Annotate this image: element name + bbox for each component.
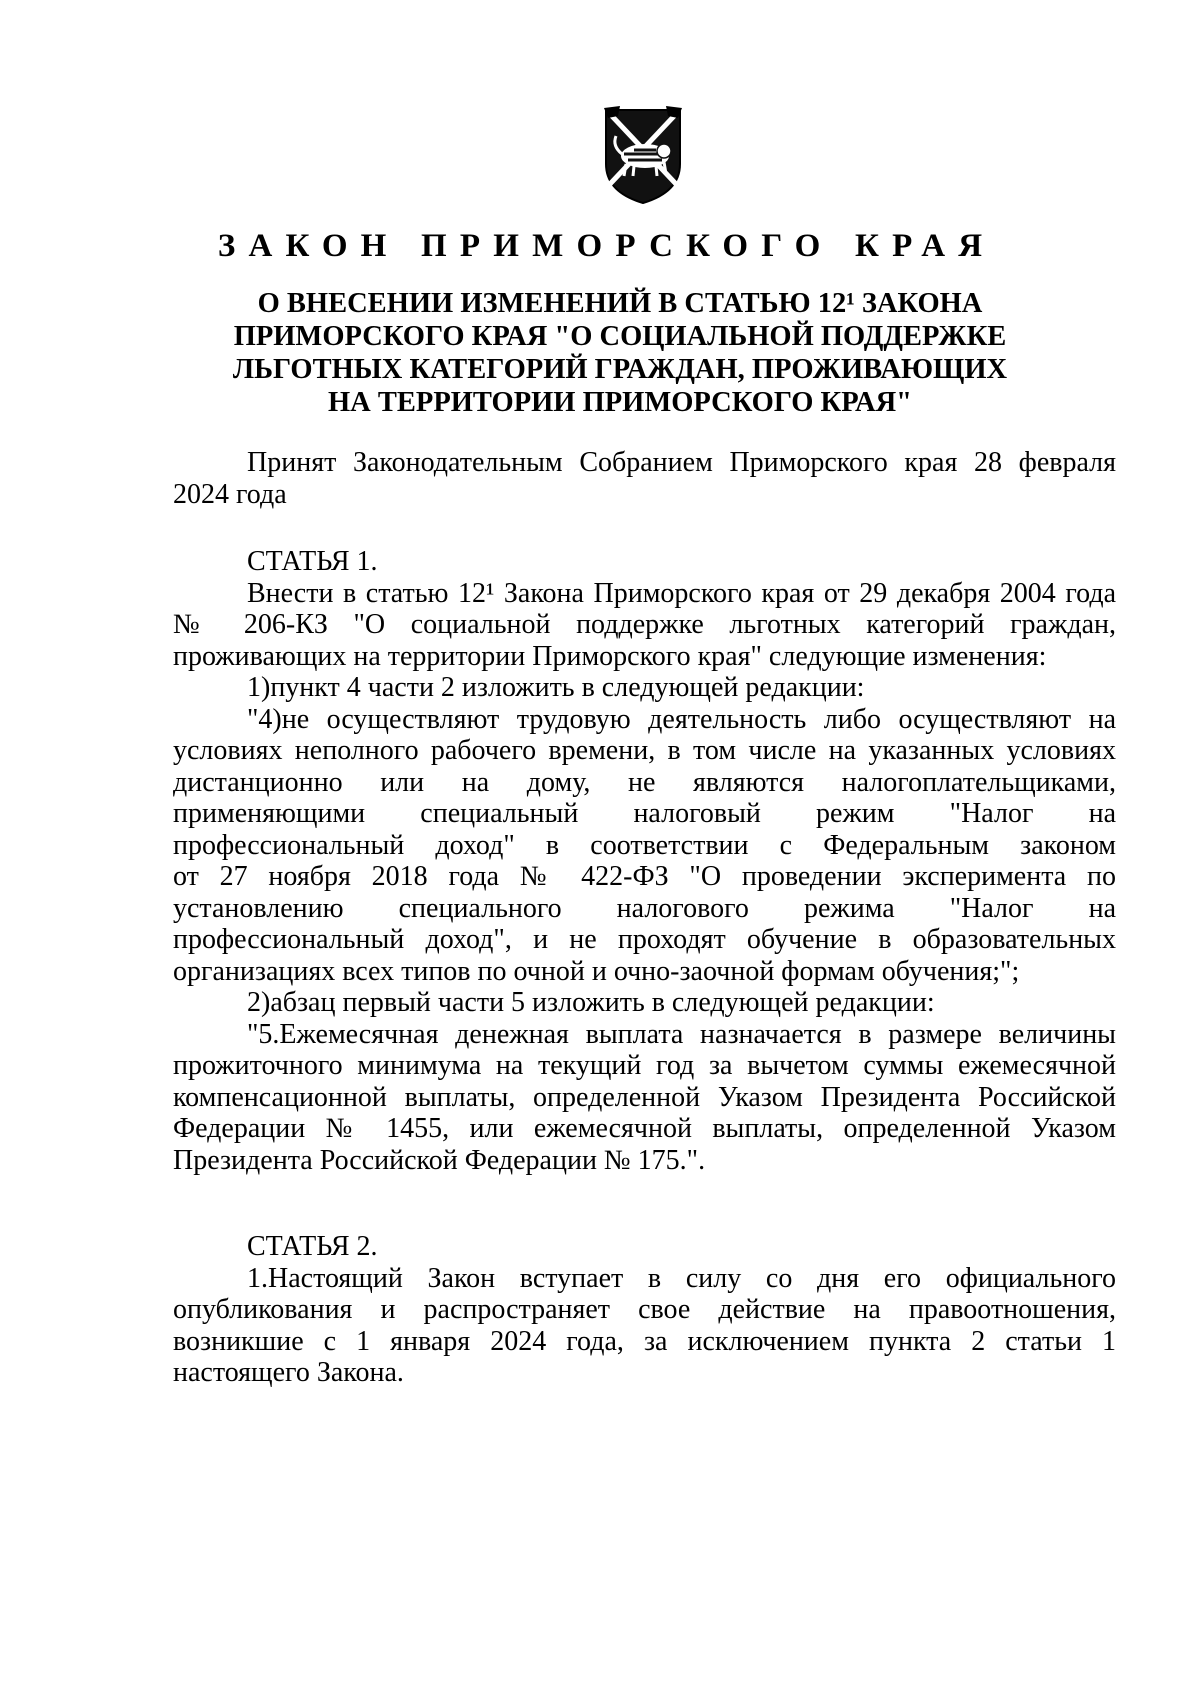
article-text-line: Федерации № 1455, или ежемесячной выплаты, определенной Указом — [173, 1113, 1116, 1144]
article-text-line: возникшие с 1 января 2024 года, за исключением пункта 2 статьи 1 — [173, 1325, 1116, 1357]
article-text-line: профессиональный доход", и не проходят обучение в образовательных — [173, 924, 1116, 955]
article-1 — [173, 546, 1116, 1176]
article-text-line: организациях всех типов по очной и очно-заочной формам обучения;"; — [173, 955, 1020, 987]
acceptance-line: 2024 года — [173, 478, 287, 510]
article-text-line: "5.Ежемесячная денежная выплата назначается в размере величины — [247, 1018, 1116, 1050]
article-text-line: № 206-КЗ "О социальной поддержке льготных категорий граждан, — [173, 609, 1116, 640]
article-text-line: дистанционно или на дому, не являются налогоплательщиками, — [173, 766, 1116, 798]
acceptance-note — [173, 447, 1116, 510]
article-heading: СТАТЬЯ 1. — [247, 546, 378, 577]
subtitle-line: НА ТЕРРИТОРИИ ПРИМОРСКОГО КРАЯ" — [328, 387, 912, 418]
article-text-line: проживающих на территории Приморского края" следующие изменения: — [173, 640, 1047, 672]
article-text-line: применяющими специальный налоговый режим "Налог на — [173, 798, 1116, 829]
article-text-line: прожиточного минимума на текущий год за вычетом суммы ежемесячной — [173, 1050, 1116, 1081]
subtitle-line: ПРИМОРСКОГО КРАЯ "О СОЦИАЛЬНОЙ ПОДДЕРЖКЕ — [233, 321, 1007, 352]
article-text-line: настоящего Закона. — [173, 1357, 404, 1388]
subtitle-line: О ВНЕСЕНИИ ИЗМЕНЕНИЙ В СТАТЬЮ 12¹ ЗАКОНА — [257, 288, 983, 319]
law-subtitle — [170, 287, 1070, 419]
article-text-line: установлению специального налогового режима "Налог на — [173, 892, 1116, 924]
article-text-line: Внести в статью 12¹ Закона Приморского края от 29 декабря 2004 года — [247, 577, 1116, 609]
law-title: ЗАКОН ПРИМОРСКОГО КРАЯ — [217, 228, 996, 264]
article-text-line: опубликования и распространяет свое действие на правоотношения, — [173, 1294, 1116, 1325]
article-text-line: компенсационной выплаты, определенной Указом Президента Российской — [173, 1081, 1116, 1113]
article-heading: СТАТЬЯ 2. — [247, 1231, 378, 1262]
subtitle-line: ЛЬГОТНЫХ КАТЕГОРИЙ ГРАЖДАН, ПРОЖИВАЮЩИХ — [232, 354, 1008, 385]
acceptance-line: Принят Законодательным Собранием Приморского края 28 февраля — [247, 447, 1116, 478]
article-text-line: Президента Российской Федерации № 175.". — [173, 1144, 706, 1176]
article-2 — [173, 1231, 1116, 1389]
article-text-line: от 27 ноября 2018 года № 422-ФЗ "О проведении эксперимента по — [173, 861, 1116, 892]
primorsky-coat-of-arms-icon — [600, 106, 686, 206]
article-text-line: "4)не осуществляют трудовую деятельность либо осуществляют на — [247, 703, 1116, 735]
article-text-line: профессиональный доход" в соответствии с Федеральным законом — [173, 829, 1116, 861]
article-item-intro: 1)пункт 4 части 2 изложить в следующей редакции: — [247, 672, 865, 703]
article-text-line: условиях неполного рабочего времени, в том числе на указанных условиях — [173, 735, 1116, 766]
article-text-line: 1.Настоящий Закон вступает в силу со дня его официального — [247, 1262, 1116, 1294]
article-item-intro: 2)абзац первый части 5 изложить в следующей редакции: — [247, 987, 935, 1018]
